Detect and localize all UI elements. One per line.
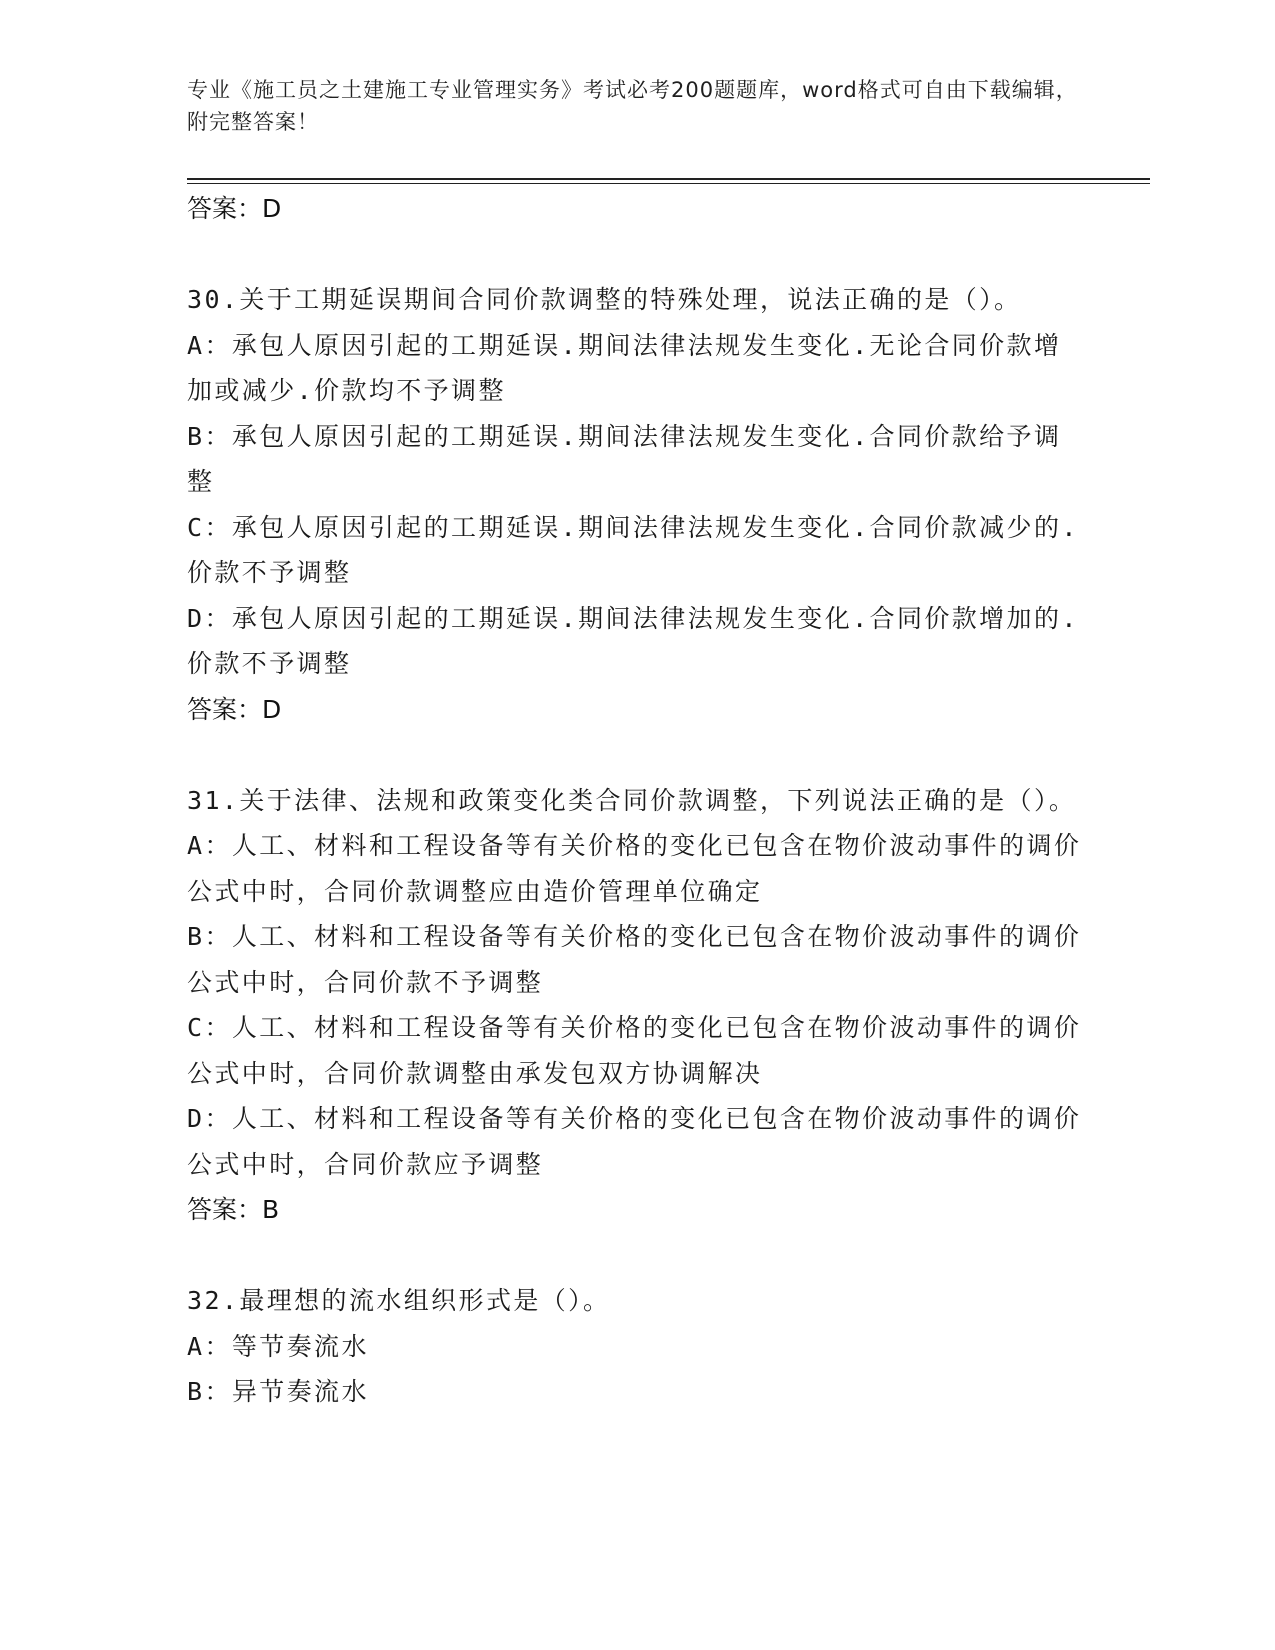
- question-30: [187, 277, 1087, 733]
- option-c: C：承包人原因引起的工期延误.期间法律法规发生变化.合同价款减少的.价款不予调整: [187, 512, 1079, 587]
- question-stem: 30.关于工期延误期间合同价款调整的特殊处理，说法正确的是（）。: [187, 285, 1022, 314]
- question-31: [187, 778, 1087, 1234]
- question-stem: 32.最理想的流水组织形式是（）。: [187, 1286, 611, 1315]
- option-a: A：等节奏流水: [187, 1331, 369, 1361]
- option-d: D：承包人原因引起的工期延误.期间法律法规发生变化.合同价款增加的.价款不予调整: [187, 603, 1079, 678]
- header-rule-thin: [187, 183, 1150, 184]
- option-a: A：人工、材料和工程设备等有关价格的变化已包含在物价波动事件的调价公式中时，合同价款调整应由造价管理单位确定: [187, 831, 1082, 906]
- header-rule-thick: [187, 178, 1150, 180]
- page-header: 专业《施工员之土建施工专业管理实务》考试必考200题题库，word格式可自由下载编辑，附完整答案！: [187, 78, 1078, 134]
- question-stem: 31.关于法律、法规和政策变化类合同价款调整，下列说法正确的是（）。: [187, 785, 1077, 815]
- question-32: [187, 1278, 1087, 1415]
- document-body: [187, 186, 1087, 1415]
- answer-line: 答案：D: [187, 194, 282, 223]
- option-c: C：人工、材料和工程设备等有关价格的变化已包含在物价波动事件的调价公式中时，合同价款调整由承发包双方协调解决: [187, 1013, 1082, 1088]
- option-b: B：人工、材料和工程设备等有关价格的变化已包含在物价波动事件的调价公式中时，合同价款不予调整: [187, 922, 1082, 997]
- answer-line: 答案：D: [187, 694, 282, 724]
- option-a: A：承包人原因引起的工期延误.期间法律法规发生变化.无论合同价款增加或减少.价款均不予调整: [187, 330, 1062, 405]
- option-b: B：承包人原因引起的工期延误.期间法律法规发生变化.合同价款给予调整: [187, 421, 1062, 496]
- option-d: D：人工、材料和工程设备等有关价格的变化已包含在物价波动事件的调价公式中时，合同价款应予调整: [187, 1104, 1082, 1179]
- answer-line: 答案：B: [187, 1195, 280, 1224]
- option-b: B：异节奏流水: [187, 1377, 369, 1406]
